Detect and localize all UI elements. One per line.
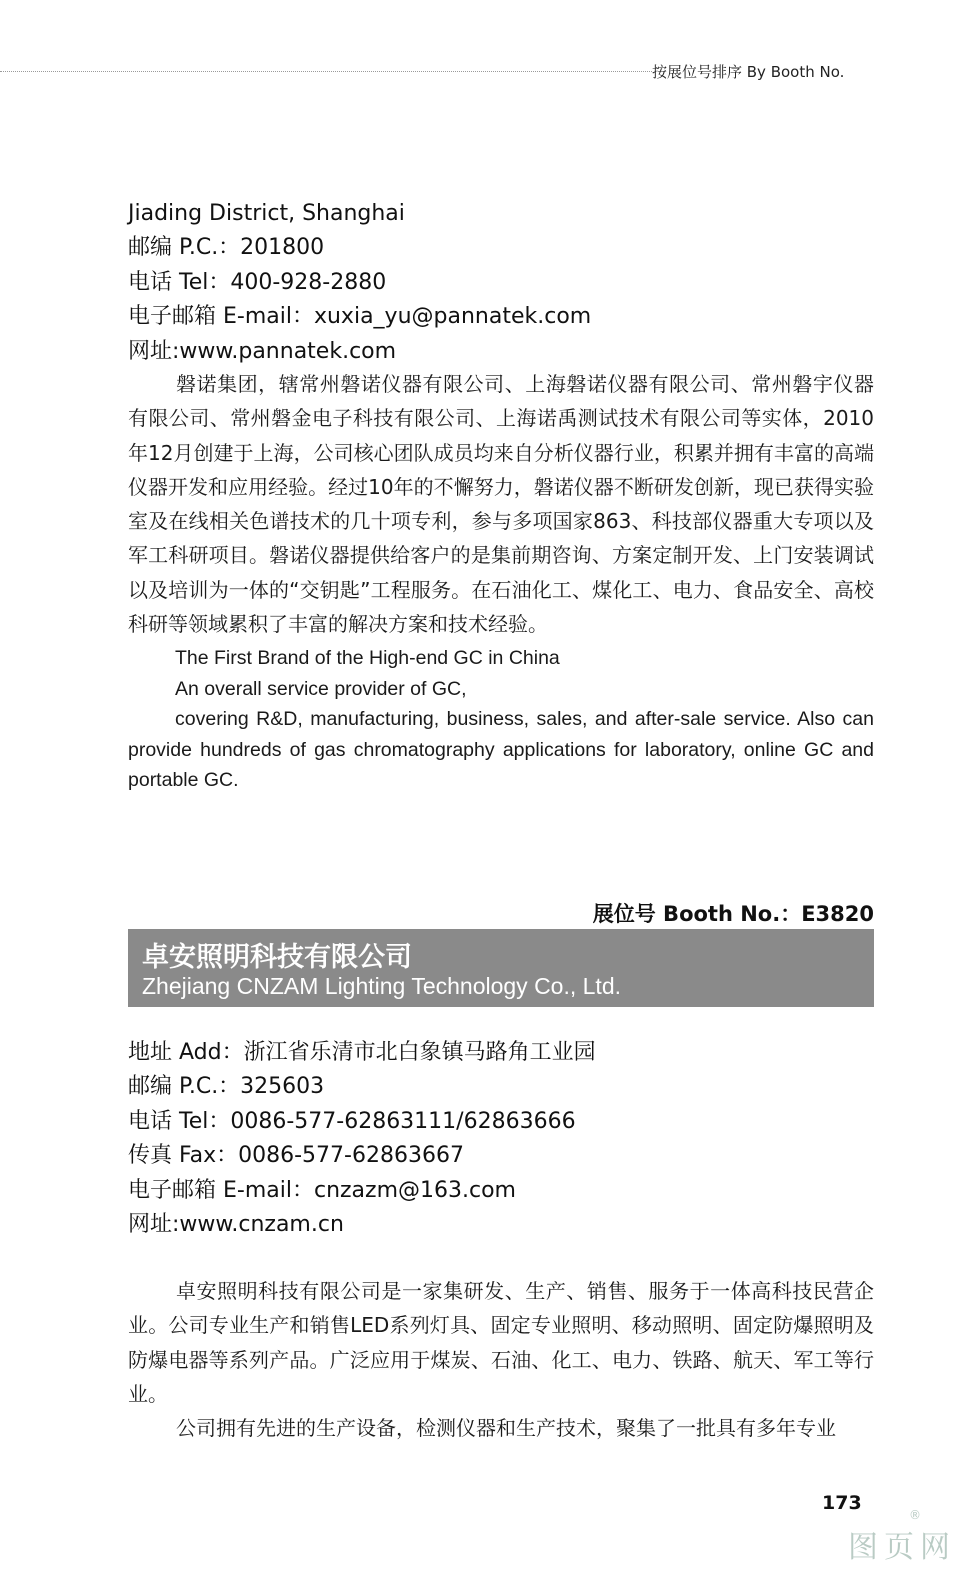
entry2-postcode: 邮编 P.C.：325603 <box>128 1074 325 1100</box>
entry1-en-line-1: The First Brand of the High-end GC in China <box>175 647 560 669</box>
running-header: 按展位号排序 By Booth No. <box>652 63 845 81</box>
entry1-contact-block <box>128 197 874 369</box>
entry1-email: 电子邮箱 E-mail：xuxia_yu@pannatek.com <box>128 304 592 330</box>
page-number: 173 <box>822 1492 862 1514</box>
watermark-registered-mark: ® <box>909 1508 921 1522</box>
entry1-en-line-3: covering R&D, manufacturing, business, sales, and after-sale service. Also can provide hundreds of gas chromatography applications for laboratory, online GC and portable GC. <box>128 708 874 791</box>
company-name-cn: 卓安照明科技有限公司 <box>142 942 412 973</box>
entry2-description-cn <box>128 1274 874 1445</box>
entry1-description-en <box>128 643 874 796</box>
entry2-website: 网址:www.cnzam.cn <box>128 1212 344 1238</box>
entry1-en-line-2: An overall service provider of GC, <box>175 677 467 700</box>
entry1-description-cn-paragraph: 磐诺集团，辖常州磐诺仪器有限公司、上海磐诺仪器有限公司、常州磐宇仪器有限公司、常州磐金电子科技有限公司、上海诺禹测试技术有限公司等实体，2010年12月创建于上海，公司核心团队成员均来自分析仪器行业，积累并拥有丰富的高端仪器开发和应用经验。经过10年的不懈努力，磐诺仪器不断研发创新，现已获得实验室及在线相关色谱技术的几十项专利，参与多项国家863、科技部仪器重大专项以及军工科研项目。磐诺仪器提供给客户的是集前期咨询、方案定制开发、上门安装调试以及培训为一体的“交钥匙”工程服务。在石油化工、煤化工、电力、食品安全、高校科研等领域累积了丰富的解决方案和技术经验。 <box>128 372 874 637</box>
entry2-fax: 传真 Fax：0086-577-62863667 <box>128 1143 464 1169</box>
entry1-postcode: 邮编 P.C.：201800 <box>128 235 325 261</box>
entry2-description-paragraph-2: 公司拥有先进的生产设备，检测仪器和生产技术，聚集了一批具有多年专业 <box>176 1416 836 1441</box>
company-banner <box>128 929 874 1007</box>
header-dotted-rule <box>0 71 652 72</box>
booth-number: 展位号 Booth No.：E3820 <box>592 902 874 926</box>
entry1-website: 网址:www.pannatek.com <box>128 338 397 364</box>
entry2-contact-block <box>128 1036 874 1242</box>
entry2-description-paragraph-1: 卓安照明科技有限公司是一家集研发、生产、销售、服务于一体高科技民营企业。公司专业生产和销售LED系列灯具、固定专业照明、移动照明、固定防爆照明及防爆电器等系列产品。广泛应用于煤炭、石油、化工、电力、铁路、航天、军工等行业。 <box>128 1279 874 1406</box>
entry2-address: 地址 Add：浙江省乐清市北白象镇马路角工业园 <box>128 1040 596 1065</box>
entry1-address-line: Jiading District, Shanghai <box>128 201 405 226</box>
entry1-description-cn <box>128 367 874 641</box>
entry1-telephone: 电话 Tel：400-928-2880 <box>128 269 387 295</box>
entry2-email: 电子邮箱 E-mail：cnzazm@163.com <box>128 1177 516 1203</box>
entry2-telephone: 电话 Tel：0086-577-62863111/62863666 <box>128 1108 576 1134</box>
company-name-en: Zhejiang CNZAM Lighting Technology Co., Ltd. <box>142 973 622 999</box>
watermark-logo: 图页网 <box>848 1530 956 1565</box>
